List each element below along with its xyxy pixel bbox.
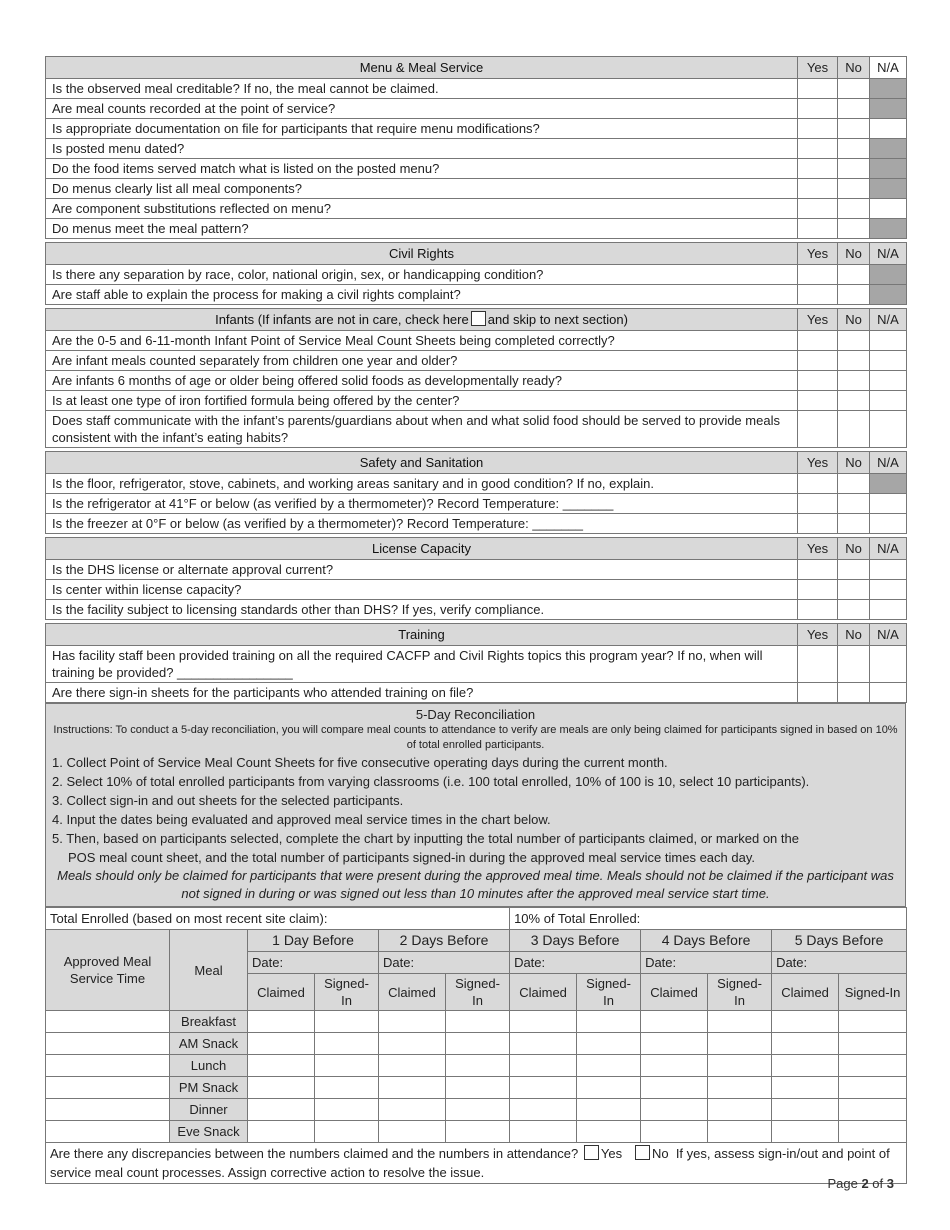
na-col-header: N/A <box>870 538 907 560</box>
infants-skip-checkbox[interactable] <box>471 311 486 326</box>
claimed-cell[interactable] <box>379 1099 446 1121</box>
approved-time-cell[interactable] <box>46 1121 170 1143</box>
claimed-cell[interactable] <box>772 1077 839 1099</box>
question-text: Are meal counts recorded at the point of service? <box>46 99 798 119</box>
signed-in-cell[interactable] <box>577 1121 641 1143</box>
signed-in-cell[interactable] <box>315 1033 379 1055</box>
claimed-cell[interactable] <box>510 1121 577 1143</box>
claimed-cell[interactable] <box>772 1011 839 1033</box>
no-cell[interactable] <box>838 494 870 514</box>
claimed-header: Claimed <box>510 974 577 1011</box>
meal-row <box>46 1055 907 1077</box>
claimed-cell[interactable] <box>510 1011 577 1033</box>
infants-title <box>46 309 798 331</box>
no-cell[interactable] <box>838 351 870 371</box>
question-text: Are staff able to explain the process for making a civil rights complaint? <box>46 285 798 305</box>
question-text: Are infant meals counted separately from children one year and older? <box>46 351 798 371</box>
yes-col-header: Yes <box>798 452 838 474</box>
signed-in-cell[interactable] <box>315 1077 379 1099</box>
signed-in-cell[interactable] <box>315 1011 379 1033</box>
meal-row <box>46 1033 907 1055</box>
claimed-header: Claimed <box>772 974 839 1011</box>
no-cell[interactable] <box>838 179 870 199</box>
no-cell[interactable] <box>838 265 870 285</box>
na-cell[interactable] <box>870 331 907 351</box>
signed-in-cell[interactable] <box>839 1121 907 1143</box>
page-number <box>827 1176 894 1191</box>
approved-time-cell[interactable] <box>46 1099 170 1121</box>
na-cell[interactable] <box>870 580 907 600</box>
na-cell[interactable] <box>870 391 907 411</box>
no-col-header: No <box>838 624 870 646</box>
yes-cell[interactable] <box>798 199 838 219</box>
question-text: Is the observed meal creditable? If no, the meal cannot be claimed. <box>46 79 798 99</box>
yes-cell[interactable] <box>798 411 838 448</box>
na-cell[interactable] <box>870 494 907 514</box>
na-cell <box>870 474 907 494</box>
question-text: Is center within license capacity? <box>46 580 798 600</box>
form-page <box>45 56 906 1184</box>
yes-col-header: Yes <box>798 57 838 79</box>
yes-cell[interactable] <box>798 351 838 371</box>
meal-row <box>46 1099 907 1121</box>
discrepancy-yes-checkbox[interactable] <box>584 1145 599 1160</box>
reconciliation-step: 4. Input the dates being evaluated and approved meal service times in the chart below. <box>52 812 551 827</box>
yes-cell[interactable] <box>798 99 838 119</box>
signed-in-cell[interactable] <box>577 1011 641 1033</box>
signed-in-cell[interactable] <box>446 1033 510 1055</box>
question-text: Is posted menu dated? <box>46 139 798 159</box>
date-field[interactable]: Date: <box>772 952 907 974</box>
claimed-cell[interactable] <box>248 1099 315 1121</box>
claimed-header: Claimed <box>641 974 708 1011</box>
claimed-header: Claimed <box>248 974 315 1011</box>
meal-label: PM Snack <box>170 1077 248 1099</box>
question-text: Is appropriate documentation on file for participants that require menu modifications? <box>46 119 798 139</box>
no-col-header: No <box>838 309 870 331</box>
yes-cell[interactable] <box>798 159 838 179</box>
no-col-header: No <box>838 538 870 560</box>
yes-cell[interactable] <box>798 474 838 494</box>
claimed-cell[interactable] <box>248 1121 315 1143</box>
claimed-cell[interactable] <box>510 1099 577 1121</box>
yes-cell[interactable] <box>798 219 838 239</box>
signed-in-header: Signed-In <box>315 974 379 1011</box>
yes-cell[interactable] <box>798 494 838 514</box>
no-cell[interactable] <box>838 219 870 239</box>
no-cell[interactable] <box>838 79 870 99</box>
day-header: 1 Day Before <box>248 930 379 952</box>
signed-in-cell[interactable] <box>577 1033 641 1055</box>
question-text: Does staff communicate with the infant’s parents/guardians about when and what solid food should be served to provide meals consistent with the infant’s eating habits? <box>46 411 798 448</box>
signed-in-cell[interactable] <box>839 1055 907 1077</box>
yes-col-header: Yes <box>798 624 838 646</box>
ten-percent-label[interactable]: 10% of Total Enrolled: <box>510 908 907 930</box>
page-prefix: Page <box>827 1176 862 1191</box>
menu-section-title: Menu & Meal Service <box>46 57 798 79</box>
no-cell[interactable] <box>838 646 870 683</box>
no-cell[interactable] <box>838 199 870 219</box>
civil-rights-section <box>45 242 907 305</box>
question-text: Are component substitutions reflected on menu? <box>46 199 798 219</box>
safety-title: Safety and Sanitation <box>46 452 798 474</box>
yes-cell[interactable] <box>798 179 838 199</box>
signed-in-cell[interactable] <box>708 1077 772 1099</box>
yes-cell[interactable] <box>798 79 838 99</box>
question-text: Do the food items served match what is listed on the posted menu? <box>46 159 798 179</box>
no-col-header: No <box>838 452 870 474</box>
yes-cell[interactable] <box>798 119 838 139</box>
signed-in-cell[interactable] <box>839 1099 907 1121</box>
signed-in-cell[interactable] <box>708 1011 772 1033</box>
question-text: Has facility staff been provided training on all the required CACFP and Civil Rights topics this program year? If no, when will training be provided? ________________ <box>46 646 798 683</box>
na-cell[interactable] <box>870 600 907 620</box>
no-cell[interactable] <box>838 683 870 703</box>
date-field[interactable]: Date: <box>510 952 641 974</box>
date-field[interactable]: Date: <box>379 952 510 974</box>
no-cell[interactable] <box>838 159 870 179</box>
na-cell <box>870 159 907 179</box>
signed-in-cell[interactable] <box>446 1011 510 1033</box>
meal-row <box>46 1077 907 1099</box>
question-text: Is the DHS license or alternate approval current? <box>46 560 798 580</box>
no-cell[interactable] <box>838 331 870 351</box>
claimed-cell[interactable] <box>772 1055 839 1077</box>
no-cell[interactable] <box>838 139 870 159</box>
approved-time-cell[interactable] <box>46 1077 170 1099</box>
claimed-cell[interactable] <box>641 1033 708 1055</box>
na-cell <box>870 219 907 239</box>
claimed-cell[interactable] <box>379 1011 446 1033</box>
day-header: 4 Days Before <box>641 930 772 952</box>
approved-time-cell[interactable] <box>46 1011 170 1033</box>
na-cell <box>870 179 907 199</box>
na-cell[interactable] <box>870 560 907 580</box>
reconciliation-step: 5. Then, based on participants selected, complete the chart by inputting the total number of participants claimed, or marked on the <box>52 831 799 846</box>
reconciliation-step: 3. Collect sign-in and out sheets for the selected participants. <box>52 793 404 808</box>
na-cell[interactable] <box>870 351 907 371</box>
question-text: Are the 0-5 and 6-11-month Infant Point of Service Meal Count Sheets being completed correctly? <box>46 331 798 351</box>
infants-title-note-end: and skip to next section) <box>487 312 628 327</box>
claimed-cell[interactable] <box>641 1055 708 1077</box>
infants-title-note-start: (If infants are not in care, check here <box>254 312 469 327</box>
meal-header: Meal <box>170 930 248 1011</box>
na-col-header: N/A <box>870 57 907 79</box>
reconciliation-section <box>45 703 906 907</box>
meal-label: Lunch <box>170 1055 248 1077</box>
yes-cell[interactable] <box>798 560 838 580</box>
no-cell[interactable] <box>838 371 870 391</box>
signed-in-header: Signed-In <box>577 974 641 1011</box>
reconciliation-title: 5-Day Reconciliation <box>415 707 536 722</box>
question-text: Is the facility subject to licensing standards other than DHS? If yes, verify compliance. <box>46 600 798 620</box>
claimed-cell[interactable] <box>248 1077 315 1099</box>
na-cell[interactable] <box>870 514 907 534</box>
claimed-cell[interactable] <box>510 1055 577 1077</box>
claimed-cell[interactable] <box>248 1033 315 1055</box>
yes-col-header: Yes <box>798 243 838 265</box>
question-text: Are there sign-in sheets for the participants who attended training on file? <box>46 683 798 703</box>
reconciliation-instructions: Instructions: To conduct a 5-day reconciliation, you will compare meal counts to attendance to verify are meals are only being claimed for participants signed in based on 10% of total enrolled participants. <box>53 724 898 751</box>
claimed-cell[interactable] <box>248 1011 315 1033</box>
claimed-cell[interactable] <box>379 1055 446 1077</box>
claimed-cell[interactable] <box>772 1033 839 1055</box>
reconciliation-note: Meals should only be claimed for participants that were present during the approved meal time. Meals should not be claimed if the participant was not signed in during or was signed out less than 10 minutes after the approved meal service start time. <box>57 868 894 901</box>
meal-label: Eve Snack <box>170 1121 248 1143</box>
day-header: 3 Days Before <box>510 930 641 952</box>
claimed-cell[interactable] <box>641 1121 708 1143</box>
yes-cell[interactable] <box>798 139 838 159</box>
discrepancy-text: Are there any discrepancies between the numbers claimed and the numbers in attendance? <box>50 1146 579 1161</box>
no-cell[interactable] <box>838 285 870 305</box>
no-cell[interactable] <box>838 600 870 620</box>
question-text: Are infants 6 months of age or older being offered solid foods as developmentally ready? <box>46 371 798 391</box>
na-cell[interactable] <box>870 119 907 139</box>
approved-time-header: Approved Meal Service Time <box>46 930 170 1011</box>
signed-in-cell[interactable] <box>708 1099 772 1121</box>
signed-in-cell[interactable] <box>577 1077 641 1099</box>
total-enrolled-label[interactable]: Total Enrolled (based on most recent site claim): <box>46 908 510 930</box>
license-title: License Capacity <box>46 538 798 560</box>
day-header: 5 Days Before <box>772 930 907 952</box>
yes-cell[interactable] <box>798 331 838 351</box>
reconciliation-grid <box>45 907 907 1184</box>
signed-in-cell[interactable] <box>839 1011 907 1033</box>
question-text: Is the freezer at 0°F or below (as verified by a thermometer)? Record Temperature: _______ <box>46 514 798 534</box>
claimed-cell[interactable] <box>248 1055 315 1077</box>
yes-cell[interactable] <box>798 285 838 305</box>
na-cell <box>870 265 907 285</box>
question-text: Do menus meet the meal pattern? <box>46 219 798 239</box>
yes-cell[interactable] <box>798 391 838 411</box>
na-cell <box>870 79 907 99</box>
approved-time-cell[interactable] <box>46 1033 170 1055</box>
page-of: of <box>868 1176 887 1191</box>
no-cell[interactable] <box>838 391 870 411</box>
yes-cell[interactable] <box>798 600 838 620</box>
claimed-cell[interactable] <box>641 1099 708 1121</box>
signed-in-cell[interactable] <box>315 1121 379 1143</box>
signed-in-cell[interactable] <box>315 1099 379 1121</box>
signed-in-cell[interactable] <box>446 1099 510 1121</box>
license-section <box>45 537 907 620</box>
yes-cell[interactable] <box>798 580 838 600</box>
claimed-cell[interactable] <box>772 1099 839 1121</box>
training-title: Training <box>46 624 798 646</box>
meal-row <box>46 1121 907 1143</box>
meal-label: Dinner <box>170 1099 248 1121</box>
na-cell[interactable] <box>870 683 907 703</box>
signed-in-cell[interactable] <box>839 1077 907 1099</box>
signed-in-cell[interactable] <box>446 1121 510 1143</box>
approved-time-cell[interactable] <box>46 1055 170 1077</box>
na-cell <box>870 99 907 119</box>
date-field[interactable]: Date: <box>641 952 772 974</box>
na-col-header: N/A <box>870 452 907 474</box>
reconciliation-step: 1. Collect Point of Service Meal Count Sheets for five consecutive operating days during the current month. <box>52 755 668 770</box>
infants-section <box>45 308 907 448</box>
question-text: Is there any separation by race, color, national origin, sex, or handicapping condition? <box>46 265 798 285</box>
claimed-cell[interactable] <box>510 1077 577 1099</box>
na-cell[interactable] <box>870 199 907 219</box>
claimed-cell[interactable] <box>379 1121 446 1143</box>
signed-in-cell[interactable] <box>708 1055 772 1077</box>
day-header: 2 Days Before <box>379 930 510 952</box>
signed-in-cell[interactable] <box>708 1033 772 1055</box>
signed-in-cell[interactable] <box>839 1033 907 1055</box>
signed-in-header: Signed-In <box>446 974 510 1011</box>
safety-section <box>45 451 907 534</box>
no-col-header: No <box>838 243 870 265</box>
training-section <box>45 623 907 703</box>
discrepancy-no-label: No <box>651 1146 669 1161</box>
na-cell <box>870 139 907 159</box>
no-cell[interactable] <box>838 411 870 448</box>
yes-cell[interactable] <box>798 514 838 534</box>
claimed-cell[interactable] <box>379 1077 446 1099</box>
yes-cell[interactable] <box>798 371 838 391</box>
signed-in-header: Signed-In <box>708 974 772 1011</box>
na-col-header: N/A <box>870 309 907 331</box>
date-field[interactable]: Date: <box>248 952 379 974</box>
na-cell[interactable] <box>870 646 907 683</box>
question-text: Do menus clearly list all meal components? <box>46 179 798 199</box>
no-cell[interactable] <box>838 99 870 119</box>
reconciliation-step: 2. Select 10% of total enrolled participants from varying classrooms (i.e. 100 total enrolled, 10% of 100 is 10, select 10 participants). <box>52 774 810 789</box>
meal-row <box>46 1011 907 1033</box>
signed-in-cell[interactable] <box>708 1121 772 1143</box>
yes-cell[interactable] <box>798 683 838 703</box>
no-cell[interactable] <box>838 514 870 534</box>
na-cell <box>870 285 907 305</box>
no-cell[interactable] <box>838 560 870 580</box>
signed-in-header: Signed-In <box>839 974 907 1011</box>
signed-in-cell[interactable] <box>446 1077 510 1099</box>
signed-in-cell[interactable] <box>446 1055 510 1077</box>
na-col-header: N/A <box>870 243 907 265</box>
no-cell[interactable] <box>838 580 870 600</box>
discrepancy-no-checkbox[interactable] <box>635 1145 650 1160</box>
signed-in-cell[interactable] <box>315 1055 379 1077</box>
civil-rights-title: Civil Rights <box>46 243 798 265</box>
reconciliation-step-continued: POS meal count sheet, and the total number of participants signed-in during the approved meal service times each day. <box>68 850 755 865</box>
na-col-header: N/A <box>870 624 907 646</box>
page-current: 2 <box>861 1176 869 1191</box>
question-text: Is at least one type of iron fortified formula being offered by the center? <box>46 391 798 411</box>
discrepancy-yes-label: Yes <box>600 1146 623 1161</box>
no-col-header: No <box>838 57 870 79</box>
yes-cell[interactable] <box>798 265 838 285</box>
no-cell[interactable] <box>838 474 870 494</box>
claimed-cell[interactable] <box>379 1033 446 1055</box>
meal-label: AM Snack <box>170 1033 248 1055</box>
claimed-cell[interactable] <box>510 1033 577 1055</box>
infants-title-label: Infants <box>215 312 255 327</box>
yes-col-header: Yes <box>798 538 838 560</box>
claimed-cell[interactable] <box>641 1011 708 1033</box>
question-text: Is the floor, refrigerator, stove, cabinets, and working areas sanitary and in good condition? If no, explain. <box>46 474 798 494</box>
page-total: 3 <box>886 1176 894 1191</box>
yes-cell[interactable] <box>798 646 838 683</box>
discrepancy-followup: If yes, assess sign-in/out and point of service meal count processes. Assign corrective action to resolve the issue. <box>50 1146 890 1180</box>
signed-in-cell[interactable] <box>577 1099 641 1121</box>
claimed-cell[interactable] <box>772 1121 839 1143</box>
na-cell[interactable] <box>870 411 907 448</box>
meal-label: Breakfast <box>170 1011 248 1033</box>
discrepancy-question <box>46 1143 907 1184</box>
yes-col-header: Yes <box>798 309 838 331</box>
menu-section <box>45 56 907 239</box>
na-cell[interactable] <box>870 371 907 391</box>
claimed-cell[interactable] <box>641 1077 708 1099</box>
no-cell[interactable] <box>838 119 870 139</box>
claimed-header: Claimed <box>379 974 446 1011</box>
question-text: Is the refrigerator at 41°F or below (as verified by a thermometer)? Record Temperature: _______ <box>46 494 798 514</box>
signed-in-cell[interactable] <box>577 1055 641 1077</box>
